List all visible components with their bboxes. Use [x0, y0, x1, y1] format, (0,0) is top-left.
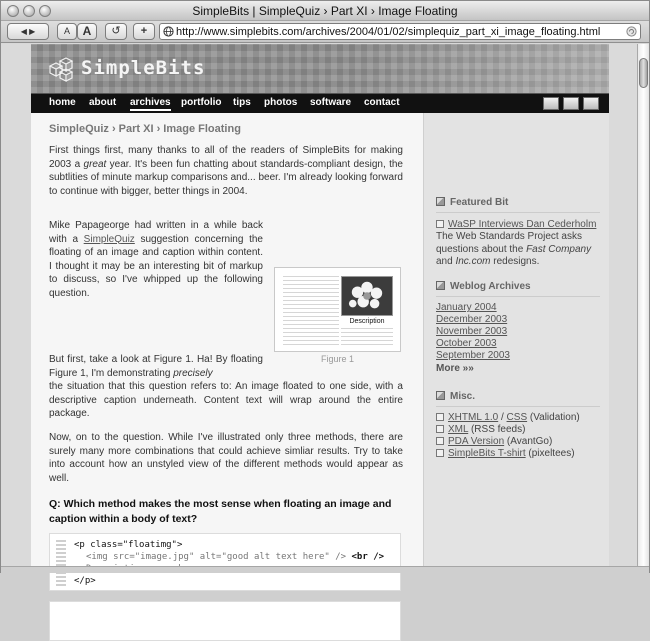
- figure-caption: Figure 1: [320, 354, 355, 364]
- misc-item-validation: XHTML 1.0 / CSS (Validation): [436, 412, 580, 423]
- tshirt-icon: [436, 449, 444, 457]
- simplequiz-link[interactable]: SimpleQuiz: [83, 233, 135, 245]
- misc-item-rss: XML (RSS feeds): [436, 424, 525, 435]
- nav-archives[interactable]: archives: [130, 97, 171, 111]
- vertical-scrollbar[interactable]: [637, 44, 649, 566]
- archives-more-link[interactable]: More »»: [436, 363, 474, 374]
- address-field[interactable]: [159, 23, 641, 40]
- divider: [436, 212, 600, 213]
- weblog-archives-heading: Weblog Archives: [436, 281, 531, 292]
- text-bigger-button[interactable]: A: [77, 23, 97, 40]
- css-link[interactable]: CSS: [506, 412, 528, 423]
- figure-text-lines: [283, 276, 339, 348]
- archive-link-september-2003[interactable]: September 2003: [436, 350, 510, 361]
- method-b-code: [49, 601, 401, 641]
- misc-item-pda: PDA Version (AvantGo): [436, 436, 552, 447]
- code-label-mark: [56, 540, 66, 586]
- check-icon: [436, 413, 444, 421]
- intro-paragraph: First things first, many thanks to all of the readers of SimpleBits for making 2003 a great year. It's been fun chatting about standards-compliant design, the subtlities of minute markup comparisons and... beer. I'm already looking forward to continue with bigger, better things in 2004.: [49, 145, 403, 197]
- feed-icon: [436, 425, 444, 433]
- xml-feed-link[interactable]: XML: [448, 424, 469, 435]
- status-bar: [1, 566, 649, 573]
- site-header: [31, 44, 609, 93]
- methods-paragraph: Now, on to the question. While I've illustrated only three methods, there are surely many more combinations that could achieve simliar results. Try to take into account how an unstyled view of the different methods would appear as well.: [49, 432, 403, 484]
- figure-paragraph-full: the situation that this question refers to: An image floated to one side, with a descriptive caption underneath. Content text will wrap around the entire package.: [49, 381, 403, 419]
- snapback-icon[interactable]: [626, 26, 637, 37]
- cube-icon: [436, 391, 445, 400]
- nav-contact[interactable]: contact: [364, 97, 400, 108]
- pda-icon: [436, 437, 444, 445]
- nav-software[interactable]: software: [310, 97, 352, 108]
- code-line: </p>: [74, 576, 96, 586]
- browser-toolbar: [1, 21, 649, 43]
- window-title: SimpleBits | SimpleQuiz › Part XI › Image Floating: [192, 4, 458, 18]
- nav-tips[interactable]: tips: [233, 97, 251, 108]
- style-switch-button-3[interactable]: [583, 97, 599, 110]
- figure-1: [274, 267, 401, 352]
- archive-link-december-2003[interactable]: December 2003: [436, 314, 508, 325]
- code-line: <p class="floatimg">: [74, 540, 183, 550]
- featured-bit-link[interactable]: WaSP Interviews Dan Cederholm: [436, 219, 596, 230]
- divider: [436, 406, 600, 407]
- simplebits-page: [31, 44, 609, 586]
- cube-icon: [436, 197, 445, 206]
- add-bookmark-button[interactable]: +: [133, 23, 155, 40]
- archive-link-november-2003[interactable]: November 2003: [436, 326, 508, 337]
- back-forward-button[interactable]: ◀ ▶: [7, 23, 49, 40]
- text-smaller-button[interactable]: A: [57, 23, 77, 40]
- nav-photos[interactable]: photos: [264, 97, 298, 108]
- nav-about[interactable]: about: [89, 97, 117, 108]
- method-a-code: [49, 533, 401, 591]
- main-content: [31, 113, 423, 586]
- title-bar: [1, 1, 649, 21]
- tshirt-link[interactable]: SimpleBits T-shirt: [448, 448, 526, 459]
- style-switch-button-2[interactable]: [563, 97, 579, 110]
- flower-photo: [341, 276, 393, 316]
- featured-bit-heading: Featured Bit: [436, 197, 508, 208]
- figure-text-lines: [341, 328, 393, 348]
- figure-description: Description: [349, 318, 385, 325]
- quiz-question: Q: Which method makes the most sense when floating an image and caption within a body of text?: [49, 498, 392, 525]
- featured-bit-text: The Web Standards Project asks questions about the Fast Company and Inc.com redesigns.: [436, 231, 592, 267]
- site-nav: [31, 93, 609, 113]
- scrollbar-thumb[interactable]: [639, 58, 648, 88]
- cubes-logo-icon[interactable]: [47, 54, 75, 82]
- xhtml-link[interactable]: XHTML 1.0: [448, 412, 499, 423]
- page-icon: [436, 220, 444, 228]
- divider: [436, 296, 600, 297]
- code-line: <img src="image.jpg" alt="good alt text here" /> <br />: [86, 552, 385, 562]
- archive-link-january-2004[interactable]: January 2004: [436, 302, 497, 313]
- reload-button[interactable]: ↺: [105, 23, 127, 40]
- cube-icon: [436, 281, 445, 290]
- style-switch-button-1[interactable]: [543, 97, 559, 110]
- globe-icon: [163, 26, 174, 37]
- web-content-viewport[interactable]: [1, 44, 637, 586]
- nav-home[interactable]: home: [49, 97, 76, 108]
- article-title: SimpleQuiz › Part XI › Image Floating: [49, 123, 241, 135]
- misc-item-tshirt: SimpleBits T-shirt (pixeltees): [436, 448, 575, 459]
- pda-version-link[interactable]: PDA Version: [448, 436, 505, 447]
- question-intro-paragraph: Mike Papageorge had written in a while back with a SimpleQuiz suggestion concerning the floating of an image and caption within content. I thought it may be an interesting bit of markup to discuss, so I've whipped up the following question.: [49, 220, 263, 299]
- archive-link-october-2003[interactable]: October 2003: [436, 338, 497, 349]
- site-logo-text[interactable]: SimpleBits: [81, 57, 206, 79]
- nav-portfolio[interactable]: portfolio: [181, 97, 222, 108]
- figure-paragraph-wrapped: But first, take a look at Figure 1. Ha! By floating Figure 1, I'm demonstrating precisely: [49, 354, 263, 379]
- misc-heading: Misc.: [436, 391, 475, 402]
- sidebar: [423, 113, 609, 566]
- address-url: http://www.simplebits.com/archives/2004/01/02/simplequiz_part_xi_image_floating.html: [176, 26, 601, 38]
